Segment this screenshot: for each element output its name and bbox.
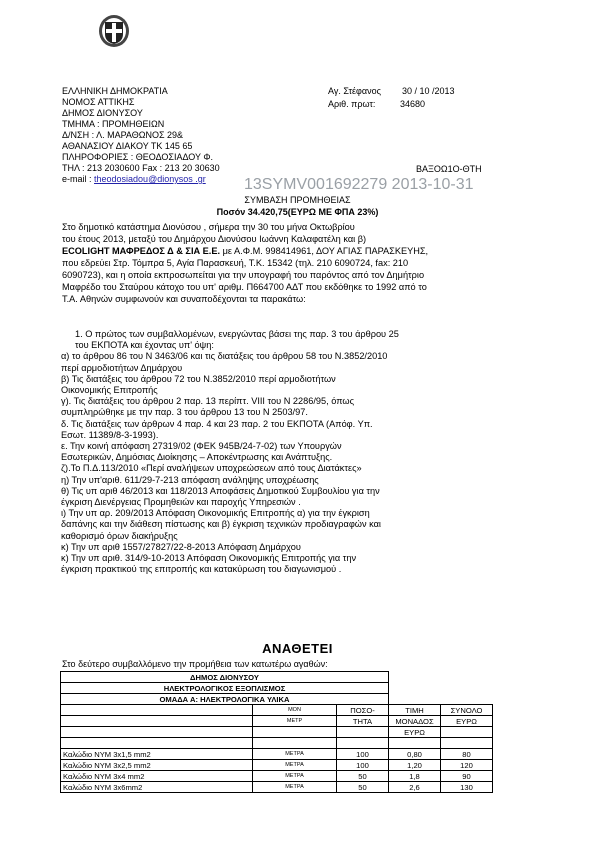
list-item: θ) Τις υπ αριθ 46/2013 και 118/2013 Αποφάσεις Δημοτικού Συμβουλίου για την (61, 485, 380, 496)
email-line (62, 174, 220, 185)
intro-line: Μαφρέδο του Σταύρου κάτοχο του υπ' αριθμ. Π664700 ΑΔΤ που εκδόθηκε το 1992 από το (62, 282, 427, 292)
table-header-row (61, 727, 493, 738)
list-item: του ΕΚΠΟΤΑ και έχοντας υπ' όψη: (75, 340, 214, 351)
header-left-block (62, 86, 220, 185)
table-row (61, 782, 493, 793)
item-price: 0,80 (389, 749, 441, 760)
col-header: ΤΗΤΑ (337, 716, 389, 727)
table-heading: ΗΛΕΚΤΡΟΛΟΓΙΚΟΣ ΕΞΟΠΛΙΣΜΟΣ (61, 683, 389, 694)
intro-line: Τ.Α. Αθηνών συμφωνούν και συναποδέχονται τα παρακάτω: (62, 294, 306, 304)
table-row (61, 749, 493, 760)
list-item: α) το άρθρου 86 του Ν 3463/06 και τις διατάξεις του άρθρου 58 του Ν.3852/2010 (61, 351, 388, 362)
item-unit: ΜΕΤΡΑ (253, 771, 337, 782)
list-item: ε. Την κοινή απόφαση 27319/02 (ΦΕΚ 945Β/24-7-02) των Υπουργών (61, 441, 342, 452)
list-item: ι) Την υπ αρ. 209/2013 Απόφαση Οικονομικής Επιτροπής α) για την έγκριση (61, 508, 370, 519)
col-header: ΕΥΡΩ (441, 716, 493, 727)
item-name: Καλώδιο NYM 3x1,5 mm2 (61, 749, 253, 760)
header-line: ΕΛΛΗΝΙΚΗ ΔΗΜΟΚΡΑΤΙΑ (62, 86, 168, 96)
list-item: έγκριση Διενέργειας Προμηθειών και παροχής Υπηρεσιών . (61, 497, 301, 508)
item-price: 1,20 (389, 760, 441, 771)
list-item: Εσωτερικών, Δημόσιας Διοίκησης – Αποκέντρωσης και Ανάπτυξης. (61, 452, 333, 463)
table-header-row (61, 716, 493, 727)
table-row (61, 771, 493, 782)
header-line: ΔΗΜΟΣ ΔΙΟΝΥΣΟΥ (62, 108, 143, 118)
list-item: δ. Τις διατάξεις των άρθρων 4 παρ. 4 και 23 παρ. 2 του ΕΚΠΟΤΑ (Απόφ. Υπ. (61, 418, 373, 429)
col-header: ΜΕΤΡ (253, 716, 337, 727)
table-row (61, 760, 493, 771)
contract-title: ΣΥΜΒΑΣΗ ΠΡΟΜΗΘΕΙΑΣ (244, 195, 351, 205)
col-header: ΜΟΝΑΔΟΣ (389, 716, 441, 727)
item-qty: 100 (337, 760, 389, 771)
contract-amount: Ποσόν 34.420,75(ΕΥΡΩ ΜΕ ΦΠΑ 23%) (216, 207, 379, 217)
table-header-row (61, 705, 493, 716)
item-total: 80 (441, 749, 493, 760)
col-header: ΕΥΡΩ (389, 727, 441, 738)
list-item: 1. Ο πρώτος των συμβαλλομένων, ενεργώντας βάσει της παρ. 3 του άρθρου 25 (75, 329, 399, 339)
table-heading: ΔΗΜΟΣ ΔΙΟΝΥΣΟΥ (61, 672, 389, 683)
table-heading-row (61, 683, 493, 694)
email-label: e-mail : (62, 174, 95, 184)
item-total: 90 (441, 771, 493, 782)
list-item: Εσωτ. 11389/8-3-1993). (61, 429, 159, 440)
item-qty: 100 (337, 749, 389, 760)
item-qty: 50 (337, 782, 389, 793)
protocol-label: Αριθ. πρωτ: (328, 99, 376, 109)
contractor-details: με Α.Φ.Μ. 998414961, ΔΟΥ ΑΓΙΑΣ ΠΑΡΑΣΚΕΥΗΣ, (220, 246, 429, 256)
header-line: ΝΟΜΟΣ ΑΤΤΙΚΗΣ (62, 97, 135, 107)
col-header: ΠΟΣΟ- (337, 705, 389, 716)
list-item: β) Τις διατάξεις του άρθρου 72 του Ν.3852/2010 περί αρμοδιοτήτων (61, 373, 336, 384)
header-line: ΤΜΗΜΑ : ΠΡΟΜΗΘΕΙΩΝ (62, 119, 165, 129)
list-item: η) Την υπ'αριθ. 611/29-7-213 απόφαση ανάληψης υποχρέωσης (61, 474, 319, 485)
table-spacer-row (61, 738, 493, 749)
email-link[interactable]: theodosiadou@dionysos .gr (94, 174, 206, 184)
item-name: Καλώδιο NYM 3x6mm2 (61, 782, 253, 793)
list-item: κ) Την υπ αριθ 1557/27827/22-8-2013 Απόφαση Δημάρχου (61, 541, 301, 552)
header-line: Δ/ΝΣΗ : Λ. ΜΑΡΑΘΩΝΟΣ 29& (62, 130, 184, 140)
contractor-name: ECOLIGHT ΜΑΦΡΕΔΟΣ Δ & ΣΙΑ Ε.Ε. (62, 246, 221, 256)
table-heading: ΟΜΑΔΑ Α: ΗΛΕΚΤΡΟΛΟΓΙΚΑ ΥΛΙΚΑ (61, 694, 389, 705)
list-item: γ). Τις διατάξεις του άρθρου 2 παρ. 13 περίπτ. VIII του Ν 2286/95, όπως (61, 396, 355, 407)
list-item: κ) Την υπ αριθ. 314/9-10-2013 Απόφαση Οικονομικής Επιτροπής για την (61, 553, 357, 564)
item-total: 120 (441, 760, 493, 771)
item-price: 2,6 (389, 782, 441, 793)
item-qty: 50 (337, 771, 389, 782)
ada-code: ΒΑΞΟΩ1Ο-ΘΤΗ (416, 164, 482, 174)
intro-line: που εδρεύει Στρ. Τόμπρα 5, Αγία Παρασκευή, Τ.Κ. 15342 (τηλ. 210 6090724, fax: 210 (62, 258, 409, 268)
list-item: Οικονομικής Επιτροπής (61, 385, 158, 396)
list-item: καθορισμό όρων διακήρυξης (61, 530, 178, 541)
intro-line (62, 246, 428, 257)
item-unit: ΜΕΤΡΑ (253, 749, 337, 760)
table-heading-row (61, 694, 493, 705)
list-item: συμπληρώθηκε με την παρ. 3 του άρθρου 13 του Ν 2503/97. (61, 407, 308, 418)
intro-line: 6090723), και η οποία εκπροσωπείται για την υπογραφή του παρόντος από τον Δημήτριο (62, 270, 425, 280)
item-unit: ΜΕΤΡΑ (253, 760, 337, 771)
item-unit: ΜΕΤΡΑ (253, 782, 337, 793)
item-name: Καλώδιο NYM 3x2,5 mm2 (61, 760, 253, 771)
list-item: ζ).Το Π.Δ.113/2010 «Περί αναλήψεων υποχρεώσεων από τους Διατάκτες» (61, 463, 362, 474)
supply-intro: Στο δεύτερο συμβαλλόμενο την προμήθεια των κατωτέρω αγαθών: (62, 659, 328, 669)
header-line: ΤΗΛ : 213 2030600 Fax : 213 20 30630 (62, 163, 220, 173)
greek-emblem-icon (97, 14, 131, 48)
list-item: έγκριση πρακτικού της επιτροπής και κατακύρωση του διαγωνισμού . (61, 564, 342, 575)
ada-stamp: 13SYMV001692279 2013-10-31 (244, 176, 474, 193)
place-date-label: Αγ. Στέφανος (328, 86, 381, 96)
document-date: 30 / 10 /2013 (402, 86, 455, 96)
header-line: ΠΛΗΡΟΦΟΡΙΕΣ : ΘΕΟΔΟΣΙΑΔΟΥ Φ. (62, 152, 214, 162)
protocol-number: 34680 (400, 99, 426, 109)
col-header: ΜΟΝ (253, 705, 337, 716)
intro-line: Στο δημοτικό κατάστημα Διονύσου , σήμερα την 30 του μήνα Οκτωβρίου (62, 222, 355, 232)
col-header: ΤΙΜΗ (389, 705, 441, 716)
list-item: περί αρμοδιοτήτων Δημάρχου (61, 362, 183, 373)
assigns-heading: ΑΝΑΘΕΤΕΙ (262, 641, 333, 656)
supply-table (60, 671, 493, 793)
header-line: ΑΘΑΝΑΣΙΟΥ ΔΙΑΚΟΥ ΤΚ 145 65 (62, 141, 193, 151)
item-price: 1,8 (389, 771, 441, 782)
item-total: 130 (441, 782, 493, 793)
intro-line: του έτους 2013, μεταξύ του Δημάρχου Διονύσου Ιωάννη Καλαφατέλη και β) (62, 234, 367, 244)
table-heading-row (61, 672, 493, 683)
item-name: Καλώδιο NYM 3x4 mm2 (61, 771, 253, 782)
considerations-list (61, 329, 399, 575)
list-item: δαπάνης και την διάθεση πίστωσης και β) έγκριση τεχνικών προδιαγραφών και (61, 519, 381, 530)
col-header: ΣΥΝΟΛΟ (441, 705, 493, 716)
